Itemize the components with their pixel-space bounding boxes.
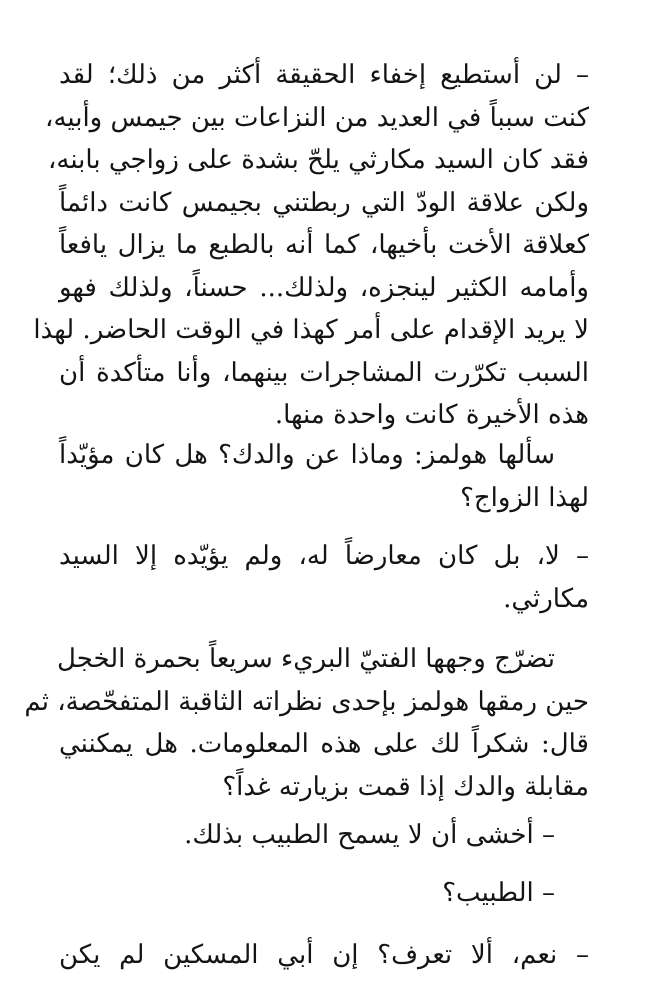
text-line: – نعم، ألا تعرف؟ إن أبي المسكين لم يكن: [59, 940, 589, 970]
paragraph-3: [59, 535, 589, 620]
text-line: تضرّج وجهها الفتيّ البريء سريعاً بحمرة الخجل: [57, 644, 555, 674]
text-line: مقابلة والدك إذا قمت بزيارته غداً؟: [222, 771, 589, 802]
text-line: سألها هولمز: وماذا عن والدك؟ هل كان مؤيّداً: [59, 440, 555, 470]
text-line: مكارثي.: [503, 583, 589, 614]
paragraph-1: [33, 54, 589, 437]
text-line: – لا، بل كان معارضاً له، ولم يؤيّده إلا السيد: [59, 541, 589, 571]
text-line: – لن أستطيع إخفاء الحقيقة أكثر من ذلك؛ لقد: [59, 60, 589, 90]
text-line: وأمامه الكثير لينجزه، ولذلك... حسناً، ولذلك فهو: [59, 272, 589, 303]
paragraph-5: [59, 814, 555, 857]
text-line: – الطبيب؟: [442, 878, 555, 908]
text-line: السبب تكرّرت المشاجرات بينهما، وأنا متأكدة أن: [59, 357, 589, 388]
text-line: قال: شكراً لك على هذه المعلومات. هل يمكنني: [59, 729, 589, 759]
text-line: – أخشى أن لا يسمح الطبيب بذلك.: [184, 820, 555, 850]
text-line: فقد كان السيد مكارثي يلحّ بشدة على زواجي بابنه،: [47, 145, 589, 175]
paragraph-4: [24, 638, 589, 808]
text-line: هذه الأخيرة كانت واحدة منها.: [274, 400, 589, 430]
text-line: ولكن علاقة الودّ التي ربطتني بجيمس كانت دائماً: [59, 187, 589, 218]
paragraph-2: [59, 434, 589, 519]
text-line: كنت سبباً في العديد من النزاعات بين جيمس وأبيه،: [45, 102, 589, 133]
paragraph-6: [59, 872, 555, 915]
text-line: حين رمقها هولمز بإحدى نظراته الثاقبة المتفحّصة، ثم: [24, 686, 589, 717]
text-line: لهذا الزواج؟: [460, 482, 589, 513]
text-line: كعلاقة الأخت بأخيها، كما أنه بالطبع ما يزال يافعاً: [59, 230, 589, 260]
text-line: لا يريد الإقدام على أمر كهذا في الوقت الحاضر. لهذا: [33, 315, 589, 345]
paragraph-7: [59, 934, 589, 977]
